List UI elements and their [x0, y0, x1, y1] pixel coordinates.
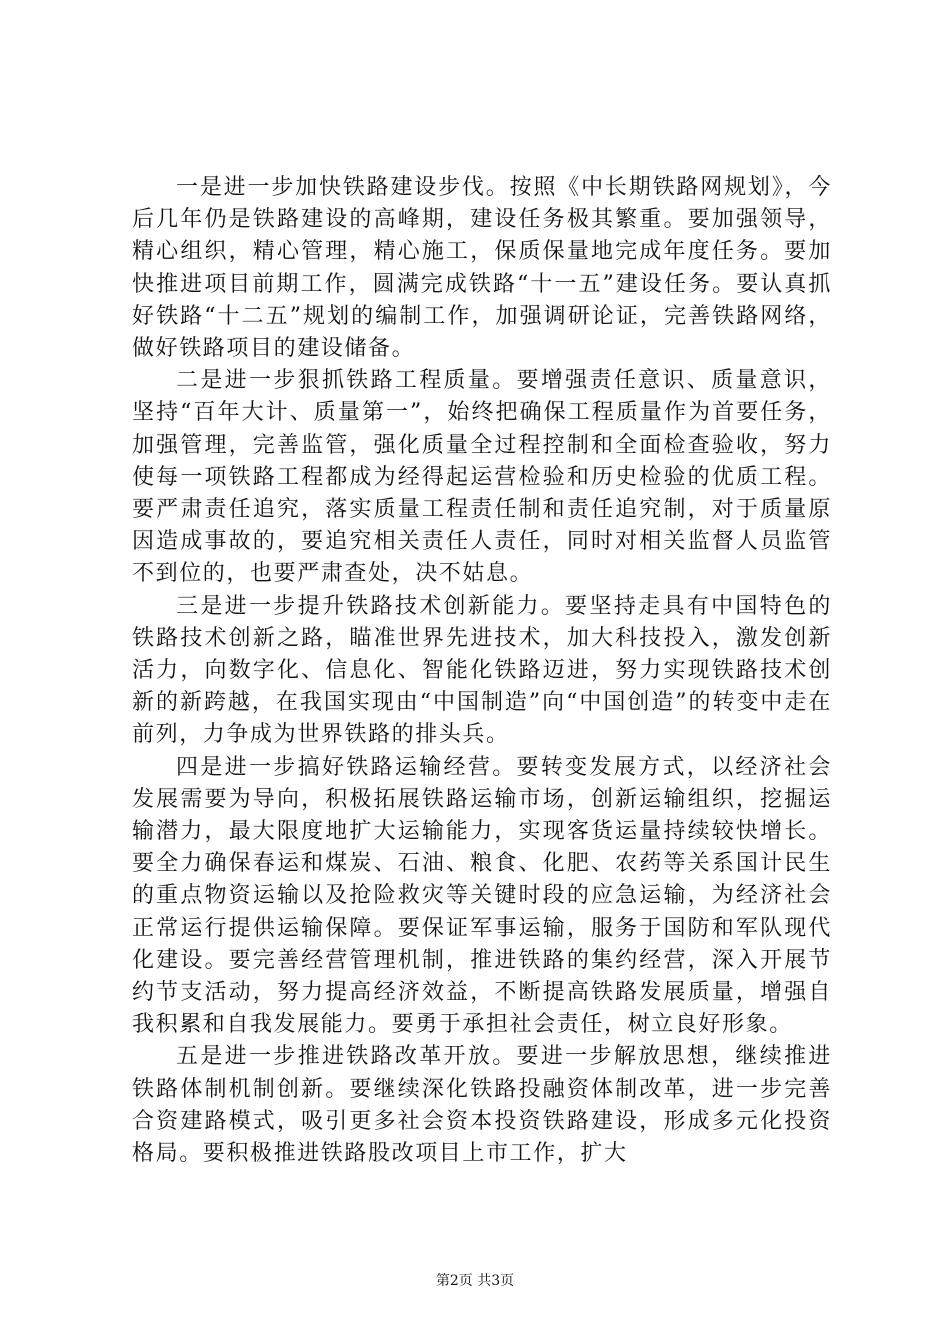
page-number: 第2页 共3页: [435, 1273, 515, 1289]
page-footer: [0, 1271, 950, 1291]
body-text: [132, 172, 832, 1170]
paragraph-5: 五是进一步推进铁路改革开放。要进一步解放思想，继续推进铁路体制机制创新。要继续深化铁路投融资体制改革，进一步完善合资建路模式，吸引更多社会资本投资铁路建设，形成多元化投资格局。要积极推进铁路股改项目上市工作，扩大: [132, 1044, 832, 1167]
paragraph-1: 一是进一步加快铁路建设步伐。按照《中长期铁路网规划》，今后几年仍是铁路建设的高峰期，建设任务极其繁重。要加强领导，精心组织，精心管理，精心施工，保质保量地完成年度任务。要加快推进项目前期工作，圆满完成铁路“十一五”建设任务。要认真抓好铁路“十二五”规划的编制工作，加强调研论证，完善铁路网络，做好铁路项目的建设储备。: [132, 175, 832, 362]
paragraph-2: 二是进一步狠抓铁路工程质量。要增强责任意识、质量意识，坚持“百年大计、质量第一”，始终把确保工程质量作为首要任务，加强管理，完善监管，强化质量全过程控制和全面检查验收，努力使每一项铁路工程都成为经得起运营检验和历史检验的优质工程。要严肃责任追究，落实质量工程责任制和责任追究制，对于质量原因造成事故的，要追究相关责任人责任，同时对相关监督人员监管不到位的，也要严肃查处，决不姑息。: [132, 368, 832, 587]
paragraph-3: 三是进一步提升铁路技术创新能力。要坚持走具有中国特色的铁路技术创新之路，瞄准世界先进技术，加大科技投入，激发创新活力，向数字化、信息化、智能化铁路迈进，努力实现铁路技术创新的新跨越，在我国实现由“中国制造”向“中国创造”的转变中走在前列，力争成为世界铁路的排头兵。: [132, 593, 832, 748]
paragraph-4: 四是进一步搞好铁路运输经营。要转变发展方式，以经济社会发展需要为导向，积极拓展铁路运输市场，创新运输组织，挖掘运输潜力，最大限度地扩大运输能力，实现客货运量持续较快增长。要全力确保春运和煤炭、石油、粮食、化肥、农药等关系国计民生的重点物资运输以及抢险救灾等关键时段的应急运输，为经济社会正常运行提供运输保障。要保证军事运输，服务于国防和军队现代化建设。要完善经营管理机制，推进铁路的集约经营，深入开展节约节支活动，努力提高经济效益，不断提高铁路发展质量，增强自我积累和自我发展能力。要勇于承担社会责任，树立良好形象。: [132, 754, 832, 1038]
